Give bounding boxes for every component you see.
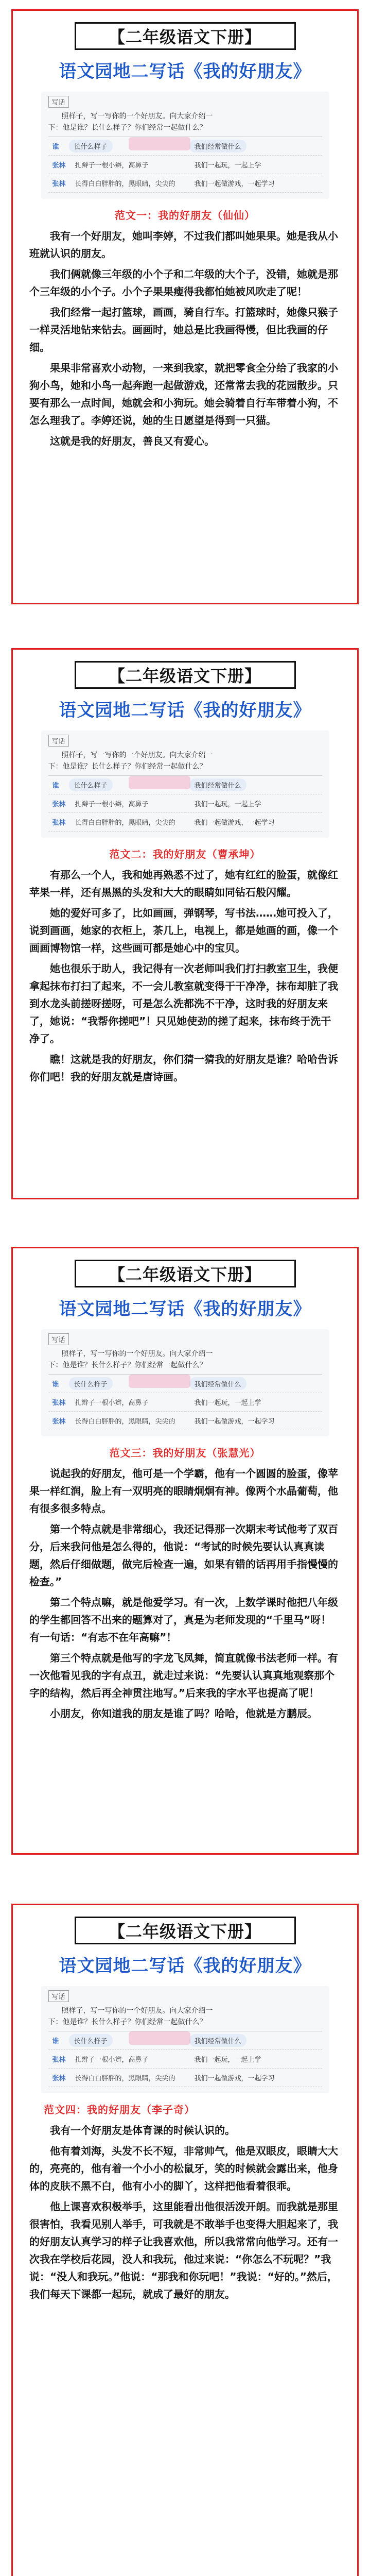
- prompt-tag: 写话: [48, 1333, 69, 1345]
- table-cell: 我们一起做游戏，一起学习: [185, 2069, 322, 2087]
- prompt-tag: 写话: [48, 1990, 69, 2002]
- table-cell: 张林 长得白白胖胖的，黑眼睛，尖尖的: [48, 2069, 185, 2087]
- table-cell: 张林 长得白白胖胖的，黑眼睛，尖尖的: [48, 813, 185, 832]
- table-cell: 我们经常做什么: [185, 137, 322, 156]
- worksheet-title: 语文园地二写话《我的好朋友》: [59, 1956, 311, 1976]
- table-cell: 我们一起玩，一起上学: [185, 794, 322, 813]
- essay-paragraph: 我有一个好朋友，她叫李婷，不过我们都叫她果果。她是我从小班就认识的朋友。: [29, 230, 338, 260]
- essay-paragraph: 我有一个好朋友是体育课的时候认识的。: [50, 2124, 235, 2137]
- writing-prompt-box: [41, 92, 329, 199]
- table-cell: 我们一起玩，一起上学: [185, 156, 322, 174]
- table-cell: 我们一起玩，一起上学: [185, 2050, 322, 2069]
- prompt-line-1: 照样子，写一写你的一个好朋友。向大家介绍一: [61, 2007, 213, 2015]
- prompt-tag: 写话: [48, 735, 69, 747]
- worksheet-page-2: [11, 648, 359, 1199]
- highlight-mark: [129, 1375, 190, 1388]
- highlight-mark: [129, 776, 190, 789]
- essay-paragraph: 这就是我的好朋友，善良又有爱心。: [50, 435, 215, 447]
- essay-paragraph: 她也很乐于助人，我记得有一次老师叫我们打扫教室卫生，我便拿起抹布打扫了起来，不一会儿教室就变得干干净净，抹布却脏了我到水龙头前搓呀搓呀，可是怎么洗都洗不干净，这时我的好朋友来了，她说：“我帮你搓吧”！只见她使劲的搓了起来，抹布终于洗干净了。: [29, 962, 338, 1045]
- essay-paragraph: 说起我的好朋友，他可是一个学霸，他有一个圆圆的脸蛋，像苹果一样红润，脸上有一双明亮的眼睛炯炯有神。像两个水晶葡萄，他有很多很多特点。: [29, 1467, 338, 1515]
- worksheet-title: 语文园地二写话《我的好朋友》: [59, 61, 311, 82]
- worksheet-page-3: [11, 1247, 359, 1855]
- essay-paragraph: 果果非常喜欢小动物，一来到我家，就把零食全分给了我家的小狗小鸟，她和小鸟一起奔跑一起做游戏，还常常去我的花园散步。只要有那么一点时间，她就会和小狗玩。她会骑着自行车带着小狗，不怎么理我了。李婷还说，她的生日愿望是得到一只猫。: [29, 362, 338, 427]
- essay-subtitle: 范文三：我的好朋友（张慧光）: [109, 1447, 261, 1459]
- table-cell: 张林 长得白白胖胖的，黑眼睛，尖尖的: [48, 1412, 185, 1430]
- essay-paragraph: 她的爱好可多了，比如画画，弹钢琴，写书法……她可投入了，说到画画，她家的衣柜上，茶几上，电视上，都是她画的画，像一个画画博物馆一样，这些画可都是她心中的宝贝。: [29, 907, 338, 954]
- prompt-line-2: 下：他是谁？长什么样子？你们经常一起做什么？: [48, 762, 207, 771]
- essay-subtitle: 范文二：我的好朋友（曹承坤）: [109, 848, 261, 860]
- table-cell: 我们一起做游戏，一起学习: [185, 174, 322, 193]
- essay-body: [13, 1460, 357, 1722]
- prompt-line-2: 下：他是谁？长什么样子？你们经常一起做什么？: [48, 1361, 207, 1369]
- table-cell: 谁 长什么样子: [48, 2031, 185, 2050]
- worksheet-page-1: [11, 9, 359, 604]
- essay-paragraph: 他上课喜欢积极举手，这里能看出他很活泼开朗。而我就是那里很害怕，我看见别人举手，可我就是不敢举手也变得大胆起来了，我的好朋友认真学习的样子让我喜欢他，所以我常常向他学习。还有一次我在学校后花园，没人和我玩，他过来说：“你怎么不玩呢？”我说：“没人和我玩。”他说：“那我和你玩吧！”我说：“好的。”然后，我们每天下课都一起玩，就成了最好的朋友。: [29, 2200, 338, 2300]
- table-cell: 我们经常做什么: [185, 1375, 322, 1393]
- table-cell: 张林 扎辫子一根小辫，高鼻子: [48, 156, 185, 174]
- essay-paragraph: 他有着刘海，头发不长不短，非常帅气，他是双眼皮，眼睛大大的，亮亮的，他有着一个小小的松鼠牙，笑的时候就会露出来，他身体的皮肤不黑不白，他有小小的脚丫，这样把他看着很乖。: [29, 2145, 338, 2192]
- table-cell: 谁 长什么样子: [48, 137, 185, 156]
- worksheet-page-4: [11, 1904, 359, 2576]
- table-cell: 张林 长得白白胖胖的，黑眼睛，尖尖的: [48, 174, 185, 193]
- prompt-line-1: 照样子，写一写你的一个好朋友。向大家介绍一: [61, 112, 213, 121]
- grade-banner: 【二年级语文下册】: [75, 661, 296, 689]
- table-cell: 我们经常做什么: [185, 776, 322, 794]
- writing-prompt-box: [41, 731, 329, 838]
- prompt-line-1: 照样子，写一写你的一个好朋友。向大家介绍一: [61, 1350, 213, 1358]
- table-cell: 谁 长什么样子: [48, 1375, 185, 1393]
- essay-paragraph: 有那么一个人，我和她再熟悉不过了，她有红红的脸蛋，就像红苹果一样，还有黑黑的头发和大大的眼睛如同钻石般闪耀。: [29, 869, 338, 899]
- writing-prompt-box: [41, 1329, 329, 1436]
- essay-subtitle: 范文一：我的好朋友（仙仙）: [115, 209, 255, 222]
- highlight-mark: [129, 137, 190, 150]
- table-cell: 谁 长什么样子: [48, 776, 185, 794]
- table-cell: 我们一起做游戏，一起学习: [185, 813, 322, 832]
- writing-prompt-box: [41, 1986, 329, 2093]
- essay-paragraph: 第三个特点就是他写的字龙飞凤舞，简直就像书法老师一样。有一次他看见我的字有点丑，就走过来说：“先要认认真真地观察那个字的结构，然后再全神贯注地写。”后来我的字水平也提高了呢！: [29, 1652, 338, 1699]
- table-cell: 我们一起玩，一起上学: [185, 1393, 322, 1412]
- essay-body: [13, 861, 357, 1086]
- essay-paragraph: 第一个特点就是非常细心，我还记得那一次期末考试他考了双百分，后来我问他是怎么得的，他说：“考试的时候先要认认真真读题，然后仔细做题，做完后检查一遍，如果有错的话再用手指慢慢的检查。”: [29, 1523, 338, 1588]
- grade-banner: 【二年级语文下册】: [75, 22, 296, 50]
- essay-paragraph: 第二个特点嘛，就是他爱学习。有一次，上数学课时他把八年级的学生都回答不出来的题算对了，真是为老师发现的“千里马”呀！有一句话：“有志不在年高嘛”！: [29, 1596, 338, 1643]
- worksheet-title: 语文园地二写话《我的好朋友》: [59, 700, 311, 721]
- table-cell: 我们一起做游戏，一起学习: [185, 1412, 322, 1430]
- table-cell: 张林 扎辫子一根小辫，高鼻子: [48, 2050, 185, 2069]
- grade-banner: 【二年级语文下册】: [75, 1260, 296, 1287]
- worksheet-title: 语文园地二写话《我的好朋友》: [59, 1299, 311, 1319]
- prompt-line-2: 下：他是谁？长什么样子？你们经常一起做什么？: [48, 124, 207, 132]
- grade-banner: 【二年级语文下册】: [75, 1917, 296, 1944]
- essay-paragraph: 我们经常一起打篮球，画画，骑自行车。打篮球时，她像只猴子一样灵活地钻来钻去。画画时，她总是比我画得慢，但比我画的仔细。: [29, 306, 338, 353]
- essay-body: [13, 222, 357, 450]
- prompt-line-2: 下：他是谁？长什么样子？你们经常一起做什么？: [48, 2018, 207, 2026]
- essay-paragraph: 小朋友，你知道我的朋友是谁了吗？哈哈，他就是方鹏辰。: [50, 1707, 318, 1720]
- highlight-mark: [129, 2031, 190, 2045]
- prompt-line-1: 照样子，写一写你的一个好朋友。向大家介绍一: [61, 751, 213, 759]
- table-cell: 张林 扎辫子一根小辫，高鼻子: [48, 794, 185, 813]
- essay-subtitle: 范文四：我的好朋友（李子奇）: [44, 2104, 195, 2116]
- prompt-tag: 写话: [48, 96, 69, 108]
- table-cell: 我们经常做什么: [185, 2031, 322, 2050]
- essay-paragraph: 瞧！这就是我的好朋友，你们猜一猜我的好朋友是谁？哈哈告诉你们吧！我的好朋友就是唐诗画。: [29, 1053, 338, 1083]
- table-cell: 张林 扎辫子一根小辫，高鼻子: [48, 1393, 185, 1412]
- essay-body: [13, 2116, 357, 2303]
- essay-paragraph: 我们俩就像三年级的小个子和二年级的大个子，没错，她就是那个三年级的小个子。小个子果果瘦得我都怕她被风吹走了呢！: [29, 268, 338, 298]
